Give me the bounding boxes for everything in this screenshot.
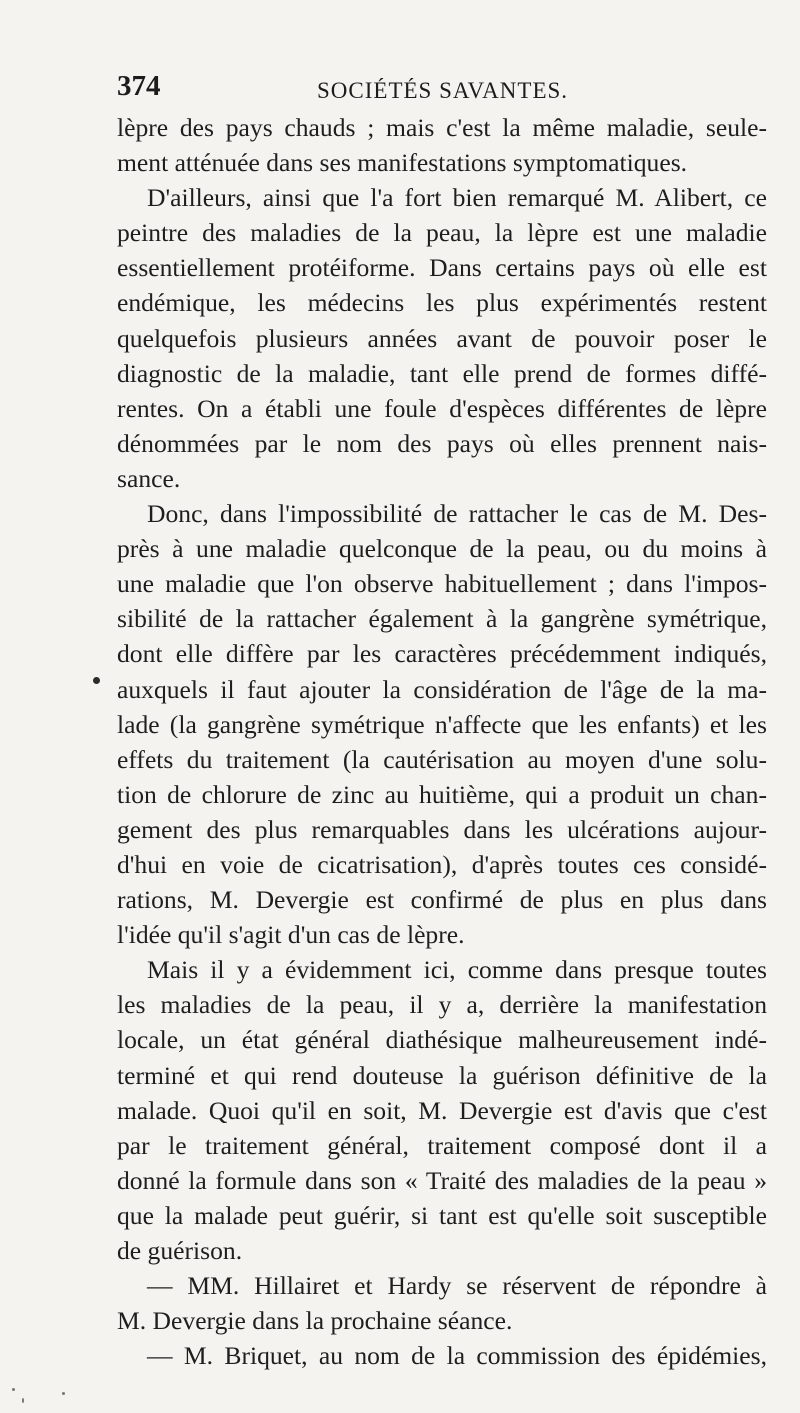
paragraph	[117, 180, 767, 496]
page-header	[117, 70, 767, 110]
text-line: — M. Briquet, au nom de la commission des épidémies,	[147, 1341, 767, 1371]
text-line: que la malade peut guérir, si tant est qu'elle soit susceptible	[117, 1200, 767, 1230]
text-line: Donc, dans l'impossibilité de rattacher le cas de M. Des-	[147, 499, 767, 529]
text-line: — MM. Hillairet et Hardy se réservent de répondre à	[147, 1271, 767, 1301]
body-text	[117, 110, 767, 1373]
text-line: gement des plus remarquables dans les ulcérations aujour-	[117, 814, 767, 844]
text-line: dénommées par le nom des pays où elles prennent nais-	[117, 428, 767, 458]
paper-speck	[22, 1398, 24, 1403]
text-line: quelquefois plusieurs années avant de pouvoir poser le	[117, 323, 767, 353]
text-line: rations, M. Devergie est confirmé de plus en plus dans	[117, 885, 767, 915]
text-line: endémique, les médecins les plus expérimentés restent	[117, 288, 767, 318]
text-line: auxquels il faut ajouter la considération de l'âge de la ma-	[117, 674, 767, 704]
paragraph	[117, 496, 767, 952]
text-line: diagnostic de la maladie, tant elle prend de formes diffé-	[117, 358, 767, 388]
paper-speck	[62, 1392, 65, 1395]
text-line: par le traitement général, traitement composé dont il a	[117, 1130, 767, 1160]
running-head: SOCIÉTÉS SAVANTES.	[317, 78, 569, 103]
text-line: l'idée qu'il s'agit d'un cas de lèpre.	[117, 920, 465, 950]
text-line: de guérison.	[117, 1236, 243, 1265]
text-line: effets du traitement (la cautérisation au moyen d'une solu-	[117, 744, 767, 774]
paragraph	[117, 1338, 767, 1373]
text-line: sance.	[117, 463, 181, 493]
text-line: près à une maladie quelconque de la peau, ou du moins à	[117, 534, 767, 564]
text-line: les maladies de la peau, il y a, derrière la manifestation	[117, 990, 767, 1020]
text-line: ment atténuée dans ses manifestations symptomatiques.	[117, 148, 688, 178]
text-line: tion de chlorure de zinc au huitième, qui a produit un chan-	[117, 779, 767, 809]
text-line: donné la formule dans son « Traité des maladies de la peau »	[117, 1165, 767, 1195]
text-line: peintre des maladies de la peau, la lèpre est une maladie	[117, 218, 767, 248]
text-line: M. Devergie dans la prochaine séance.	[117, 1306, 513, 1336]
text-line: essentiellement protéiforme. Dans certains pays où elle est	[117, 253, 767, 283]
text-line: locale, un état général diathésique malheureusement indé-	[117, 1025, 767, 1055]
paragraph	[117, 1268, 767, 1338]
text-line: d'hui en voie de cicatrisation), d'après toutes ces considé-	[117, 849, 767, 879]
paper-speck	[12, 1388, 15, 1391]
text-line: une maladie que l'on observe habituellement ; dans l'impos-	[117, 569, 767, 599]
text-line: sibilité de la rattacher également à la gangrène symétrique,	[117, 604, 767, 634]
text-line: rentes. On a établi une foule d'espèces différentes de lèpre	[117, 393, 767, 423]
text-line: lèpre des pays chauds ; mais c'est la même maladie, seule-	[117, 113, 767, 142]
text-line: terminé et qui rend douteuse la guérison définitive de la	[117, 1060, 767, 1090]
page-number: 374	[117, 70, 161, 102]
text-line: malade. Quoi qu'il en soit, M. Devergie est d'avis que c'est	[117, 1095, 767, 1125]
text-line: D'ailleurs, ainsi que l'a fort bien remarqué M. Alibert, ce	[147, 183, 767, 213]
paragraph	[117, 952, 767, 1268]
text-line: Mais il y a évidemment ici, comme dans presque toutes	[147, 955, 767, 985]
paragraph	[117, 110, 767, 180]
margin-bullet-mark	[93, 677, 100, 684]
text-line: dont elle diffère par les caractères précédemment indiqués,	[117, 639, 767, 669]
text-line: lade (la gangrène symétrique n'affecte que les enfants) et les	[117, 709, 767, 739]
